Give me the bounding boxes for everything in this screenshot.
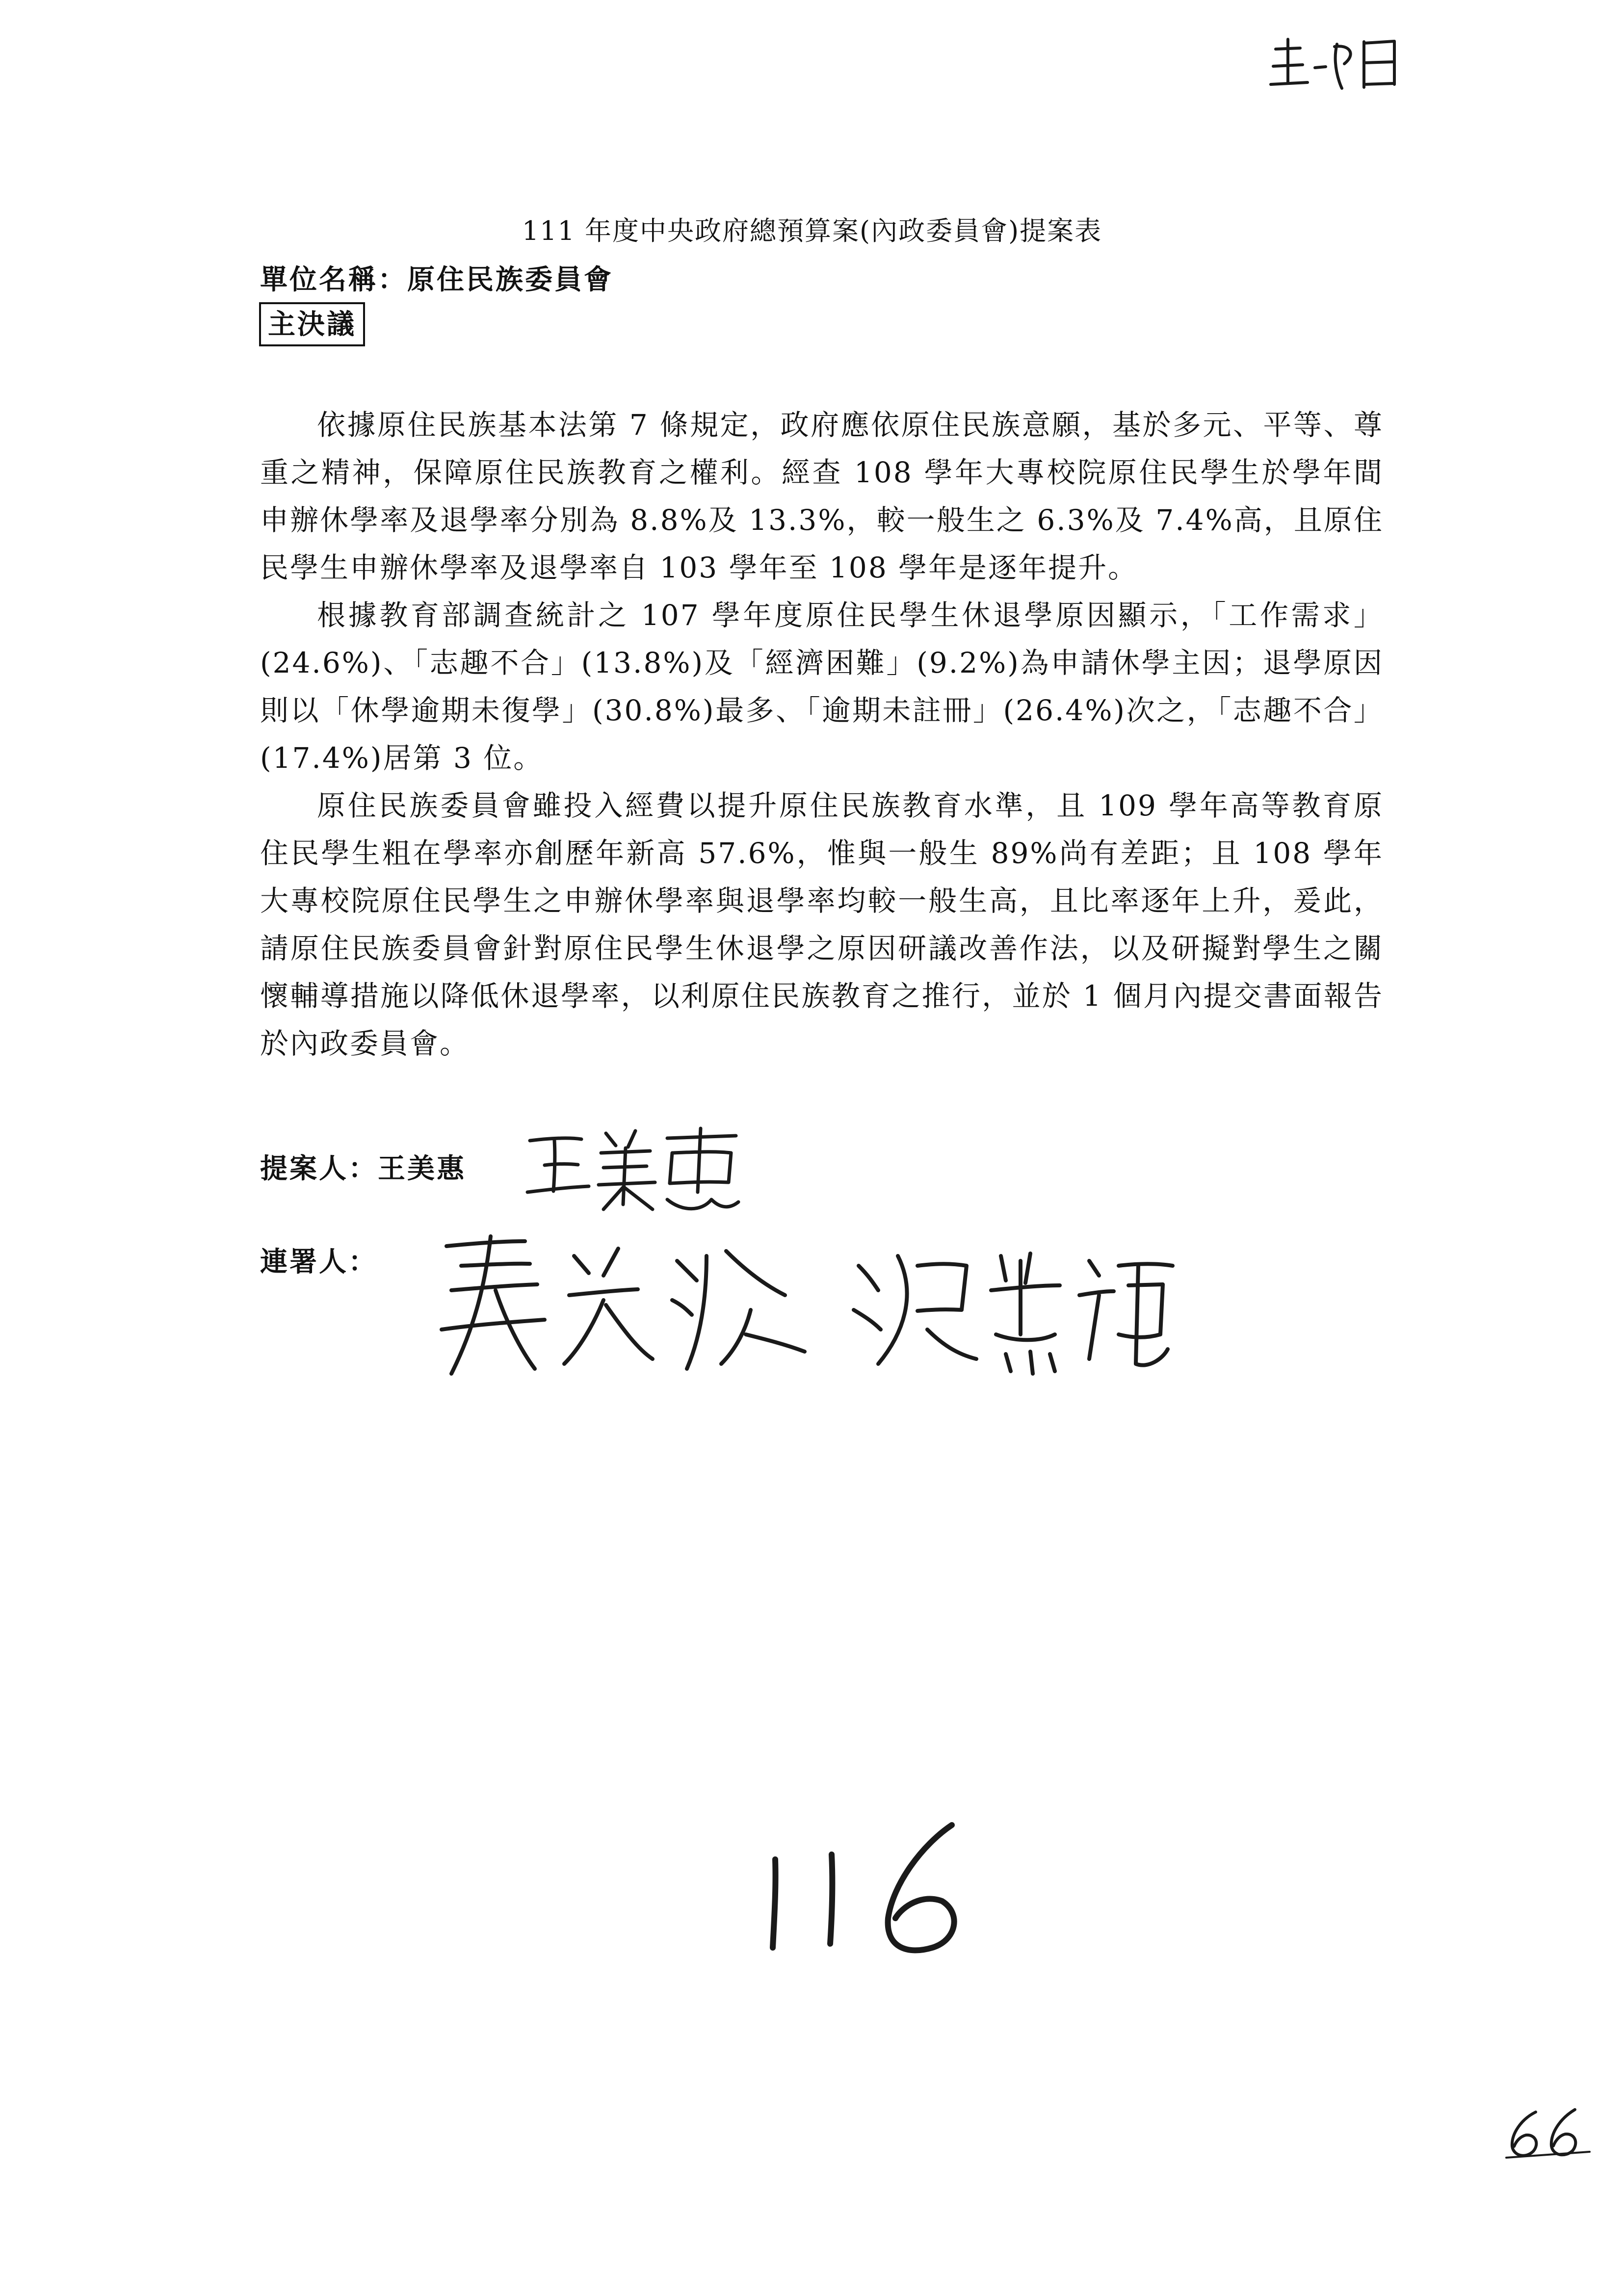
proposer-signature xyxy=(520,1119,751,1217)
unit-name-line xyxy=(260,258,613,297)
resolution-type-tag: 主決議 xyxy=(259,302,365,346)
cosigner-label: 連署人： xyxy=(260,1246,378,1278)
proposer-line xyxy=(260,1147,466,1186)
cosigner-signature-2 xyxy=(844,1236,1187,1383)
page-number xyxy=(1501,2105,1595,2164)
proposal-body xyxy=(260,401,1384,1068)
body-paragraph-3: 原住民族委員會雖投入經費以提升原住民族教育水準，且 109 學年高等教育原住民學生粗在學率亦創歷年新高 57.6%，惟與一般生 89%尚有差距；且 108 學年大專校院原住民學生之申辦休學率與退學率均較一般生高，且比率逐年上升，爰此，請原住民族委員會針對原住民學生休退學之原因研議改善作法，以及研擬對學生之關懷輔導措施以降低休退學率，以利原住民族教育之推行，並於 1 個月內提交書面報告於內政委員會。 xyxy=(260,789,1384,1060)
handwritten-corner-mark xyxy=(1266,29,1413,98)
cosigner-signature-1 xyxy=(432,1226,834,1388)
body-paragraph-1: 依據原住民族基本法第 7 條規定，政府應依原住民族意願，基於多元、平等、尊重之精神，保障原住民族教育之權利。經查 108 學年大專校院原住民學生於學年間申辦休學率及退學率分別為 8.8%及 13.3%，較一般生之 6.3%及 7.4%高，且原住民學生申辦休學率及退學率自 103 學年至 108 學年是逐年提升。 xyxy=(260,408,1384,584)
proposer-name: 王美惠 xyxy=(378,1152,466,1185)
unit-label: 單位名稱： xyxy=(260,263,407,296)
unit-name: 原住民族委員會 xyxy=(407,263,613,296)
body-paragraph-2: 根據教育部調查統計之 107 學年度原住民學生休退學原因顯示，「工作需求」(24.6%)、「志趣不合」(13.8%)及「經濟困難」(9.2%)為申請休學主因；退學原因則以「休學逾期未復學」(30.8%)最多、「逾期未註冊」(26.4%)次之，「志趣不合」(17.4%)居第 3 位。 xyxy=(260,599,1384,775)
cosigner-line xyxy=(260,1240,378,1279)
handwritten-number xyxy=(746,1815,1001,1962)
proposer-label: 提案人： xyxy=(260,1152,378,1185)
document-title: 111 年度中央政府總預算案(內政委員會)提案表 xyxy=(522,215,1102,246)
